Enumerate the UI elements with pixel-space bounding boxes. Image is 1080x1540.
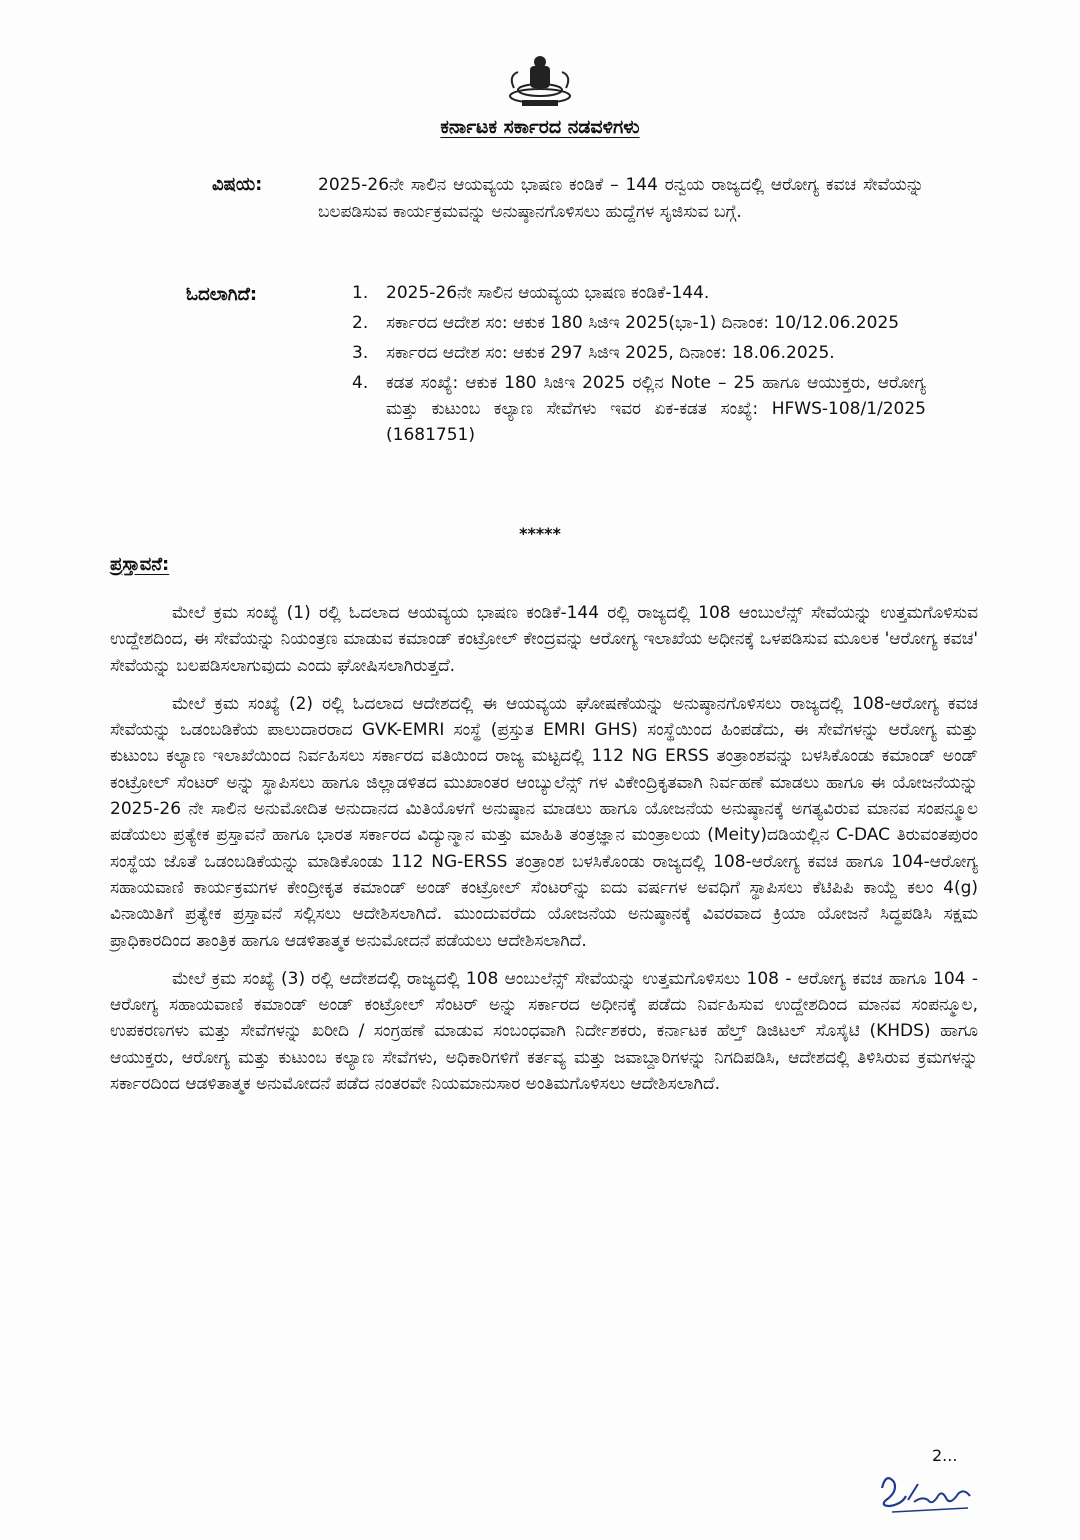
reference-text: ಕಡತ ಸಂಖ್ಯೆ: ಆಕುಕ 180 ಸಿಜಿಇ 2025 ರಲ್ಲಿನ Note – 25 ಹಾಗೂ ಆಯುಕ್ತರು, ಆರೋಗ್ಯ ಮತ್ತು ಕುಟುಂಬ ಕಲ್ಯಾಣ ಸೇವೆಗಳು ಇವರ ಏಕ-ಕಡತ ಸಂಖ್ಯೆ: HFWS-108/1/2025 (1681751) [386,373,926,445]
reference-item [352,340,926,366]
reference-number: 4. [352,373,369,393]
preamble-paragraph: ಮೇಲೆ ಕ್ರಮ ಸಂಖ್ಯೆ (3) ರಲ್ಲಿ ಆದೇಶದಲ್ಲಿ ರಾಜ್ಯದಲ್ಲಿ 108 ಆಂಬುಲೆನ್ಸ್ ಸೇವೆಯನ್ನು ಉತ್ತಮಗೊಳಿಸಲು 108 - ಆರೋಗ್ಯ ಕವಚ ಹಾಗೂ 104 - ಆರೋಗ್ಯ ಸಹಾಯವಾಣಿ ಕಮಾಂಡ್ ಅಂಡ್ ಕಂಟ್ರೋಲ್ ಸೆಂಟರ್ ಅನ್ನು ಸರ್ಕಾರದ ಅಧೀನಕ್ಕೆ ಪಡೆದು ನಿರ್ವಹಿಸುವ ಉದ್ದೇಶದಿಂದ ಮಾನವ ಸಂಪನ್ಮೂಲ, ಉಪಕರಣಗಳು ಮತ್ತು ಸೇವೆಗಳನ್ನು ಖರೀದಿ / ಸಂಗ್ರಹಣೆ ಮಾಡುವ ಸಂಬಂಧವಾಗಿ ನಿರ್ದೇಶಕರು, ಕರ್ನಾಟಕ ಹೆಲ್ತ್ ಡಿಜಿಟಲ್ ಸೊಸೈಟಿ (KHDS) ಹಾಗೂ ಆಯುಕ್ತರು, ಆರೋಗ್ಯ ಮತ್ತು ಕುಟುಂಬ ಕಲ್ಯಾಣ ಸೇವೆಗಳು, ಅಧಿಕಾರಿಗಳಿಗೆ ಕರ್ತವ್ಯ ಮತ್ತು ಜವಾಬ್ದಾರಿಗಳನ್ನು ನಿಗದಿಪಡಿಸಿ, ಆದೇಶದಲ್ಲಿ ತಿಳಿಸಿರುವ ಕ್ರಮಗಳನ್ನು ಸರ್ಕಾರದಿಂದ ಆಡಳಿತಾತ್ಮಕ ಅನುಮೋದನೆ ಪಡೆದ ನಂತರವೇ ನಿಯಮಾನುಸಾರ ಅಂತಿಮಗೊಳಿಸಲು ಆದೇಶಿಸಲಾಗಿದೆ. [110,968,978,1095]
references-list [352,280,926,452]
reference-item [352,280,926,306]
preamble-heading: ಪ್ರಸ್ತಾವನೆ: [110,554,170,575]
reference-text: ಸರ್ಕಾರದ ಆದೇಶ ಸಂ: ಆಕುಕ 180 ಸಿಜಿಇ 2025(ಭಾ-1) ದಿನಾಂಕ: 10/12.06.2025 [386,313,900,333]
reference-item [352,370,926,448]
reference-number: 3. [352,343,369,363]
preamble-paragraph: ಮೇಲೆ ಕ್ರಮ ಸಂಖ್ಯೆ (2) ರಲ್ಲಿ ಓದಲಾದ ಆದೇಶದಲ್ಲಿ ಈ ಆಯವ್ಯಯ ಘೋಷಣೆಯನ್ನು ಅನುಷ್ಠಾನಗೊಳಿಸಲು ರಾಜ್ಯದಲ್ಲಿ 108-ಆರೋಗ್ಯ ಕವಚ ಸೇವೆಯನ್ನು ಒಡಂಬಡಿಕೆಯ ಪಾಲುದಾರರಾದ GVK-EMRI ಸಂಸ್ಥೆ (ಪ್ರಸ್ತುತ EMRI GHS) ಸಂಸ್ಥೆಯಿಂದ ಹಿಂಪಡೆದು, ಈ ಸೇವೆಗಳನ್ನು ಆರೋಗ್ಯ ಮತ್ತು ಕುಟುಂಬ ಕಲ್ಯಾಣ ಇಲಾಖೆಯಿಂದ ನಿರ್ವಹಿಸಲು ಸರ್ಕಾರದ ವತಿಯಿಂದ ರಾಜ್ಯ ಮಟ್ಟದಲ್ಲಿ 112 NG ERSS ತಂತ್ರಾಂಶವನ್ನು ಬಳಸಿಕೊಂಡು ಕಮಾಂಡ್ ಅಂಡ್ ಕಂಟ್ರೋಲ್ ಸೆಂಟರ್ ಅನ್ನು ಸ್ಥಾಪಿಸಲು ಹಾಗೂ ಜಿಲ್ಲಾಡಳಿತದ ಮುಖಾಂತರ ಆಂಬ್ಯುಲೆನ್ಸ್ ಗಳ ವಿಕೇಂದ್ರಿಕೃತವಾಗಿ ನಿರ್ವಹಣೆ ಮಾಡಲು ಹಾಗೂ ಈ ಯೋಜನೆಯನ್ನು 2025-26 ನೇ ಸಾಲಿನ ಅನುಮೋದಿತ ಅನುದಾನದ ಮಿತಿಯೊಳಗೆ ಅನುಷ್ಠಾನ ಮಾಡಲು ಹಾಗೂ ಯೋಜನೆಯ ಅನುಷ್ಠಾನಕ್ಕೆ ಅಗತ್ಯವಿರುವ ಮಾನವ ಸಂಪನ್ಮೂಲ ಪಡೆಯಲು ಪ್ರತ್ಯೇಕ ಪ್ರಸ್ತಾವನೆ ಹಾಗೂ ಭಾರತ ಸರ್ಕಾರದ ವಿದ್ಯುನ್ಮಾನ ಮತ್ತು ಮಾಹಿತಿ ತಂತ್ರಜ್ಞಾನ ಮಂತ್ರಾಲಯ (Meity)ದಡಿಯಲ್ಲಿನ C-DAC ತಿರುವಂತಪುರಂ ಸಂಸ್ಥೆಯ ಜೊತೆ ಒಡಂಬಡಿಕೆಯನ್ನು ಮಾಡಿಕೊಂಡು 112 NG-ERSS ತಂತ್ರಾಂಶ ಬಳಸಿಕೊಂಡು ರಾಜ್ಯದಲ್ಲಿ 108-ಆರೋಗ್ಯ ಕವಚ ಹಾಗೂ 104-ಆರೋಗ್ಯ ಸಹಾಯವಾಣಿ ಕಾರ್ಯಕ್ರಮಗಳ ಕೇಂದ್ರೀಕೃತ ಕಮಾಂಡ್ ಅಂಡ್ ಕಂಟ್ರೋಲ್ ಸೆಂಟರ್‌ನ್ನು ಐದು ವರ್ಷಗಳ ಅವಧಿಗೆ ಸ್ಥಾಪಿಸಲು ಕೆಟಿಪಿಪಿ ಕಾಯ್ದೆ ಕಲಂ 4(g) ವಿನಾಯಿತಿಗೆ ಪ್ರತ್ಯೇಕ ಪ್ರಸ್ತಾವನೆ ಸಲ್ಲಿಸಲು ಆದೇಶಿಸಲಾಗಿದೆ. ಮುಂದುವರೆದು ಯೋಜನೆಯ ಅನುಷ್ಠಾನಕ್ಕೆ ವಿವರವಾದ ಕ್ರಿಯಾ ಯೋಜನೆ ಸಿದ್ಧಪಡಿಸಿ ಸಕ್ಷಮ ಪ್ರಾಧಿಕಾರದಿಂದ ತಾಂತ್ರಿಕ ಹಾಗೂ ಆಡಳಿತಾತ್ಮಕ ಅನುಮೋದನೆ ಪಡೆಯಲು ಆದೇಶಿಸಲಾಗಿದೆ. [110,693,978,951]
signature-icon [872,1466,982,1518]
subject-label: ವಿಷಯ: [212,174,263,195]
subject-text: 2025-26ನೇ ಸಾಲಿನ ಆಯವ್ಯಯ ಭಾಷಣ ಕಂಡಿಕೆ – 144 ರನ್ವಯ ರಾಜ್ಯದಲ್ಲಿ ಆರೋಗ್ಯ ಕವಚ ಸೇವೆಯನ್ನು ಬಲಪಡಿಸುವ ಕಾರ್ಯಕ್ರಮವನ್ನು ಅನುಷ್ಠಾನಗೊಳಿಸಲು ಹುದ್ದೆಗಳ ಸೃಜಿಸುವ ಬಗ್ಗೆ. [318,175,924,222]
preamble-paragraph: ಮೇಲೆ ಕ್ರಮ ಸಂಖ್ಯೆ (1) ರಲ್ಲಿ ಓದಲಾದ ಆಯವ್ಯಯ ಭಾಷಣ ಕಂಡಿಕೆ-144 ರಲ್ಲಿ ರಾಜ್ಯದಲ್ಲಿ 108 ಆಂಬುಲೆನ್ಸ್ ಸೇವೆಯನ್ನು ಉತ್ತಮಗೊಳಿಸುವ ಉದ್ದೇಶದಿಂದ, ಈ ಸೇವೆಯನ್ನು ನಿಯಂತ್ರಣ ಮಾಡುವ ಕಮಾಂಡ್ ಕಂಟ್ರೋಲ್ ಕೇಂದ್ರವನ್ನು ಆರೋಗ್ಯ ಇಲಾಖೆಯ ಅಧೀನಕ್ಕೆ ಒಳಪಡಿಸುವ ಮೂಲಕ 'ಆರೋಗ್ಯ ಕವಚ' ಸೇವೆಯನ್ನು ಬಲಪಡಿಸಲಾಗುವುದು ಎಂದು ಘೋಷಿಸಲಾಗಿರುತ್ತದೆ. [110,603,978,676]
page-title: ಕರ್ನಾಟಕ ಸರ್ಕಾರದ ನಡವಳಿಗಳು [440,116,640,138]
state-emblem-icon [500,52,580,112]
references-label: ಓದಲಾಗಿದೆ: [186,284,258,305]
reference-number: 1. [352,283,369,303]
page-number: 2... [932,1446,958,1465]
reference-number: 2. [352,313,369,333]
reference-text: 2025-26ನೇ ಸಾಲಿನ ಆಯವ್ಯಯ ಭಾಷಣ ಕಂಡಿಕೆ-144. [386,283,710,303]
preamble-body [110,600,978,1109]
reference-text: ಸರ್ಕಾರದ ಆದೇಶ ಸಂ: ಆಕುಕ 297 ಸಿಜಿಇ 2025, ದಿನಾಂಕ: 18.06.2025. [386,343,835,363]
section-separator: ***** [519,524,561,543]
reference-item [352,310,926,336]
